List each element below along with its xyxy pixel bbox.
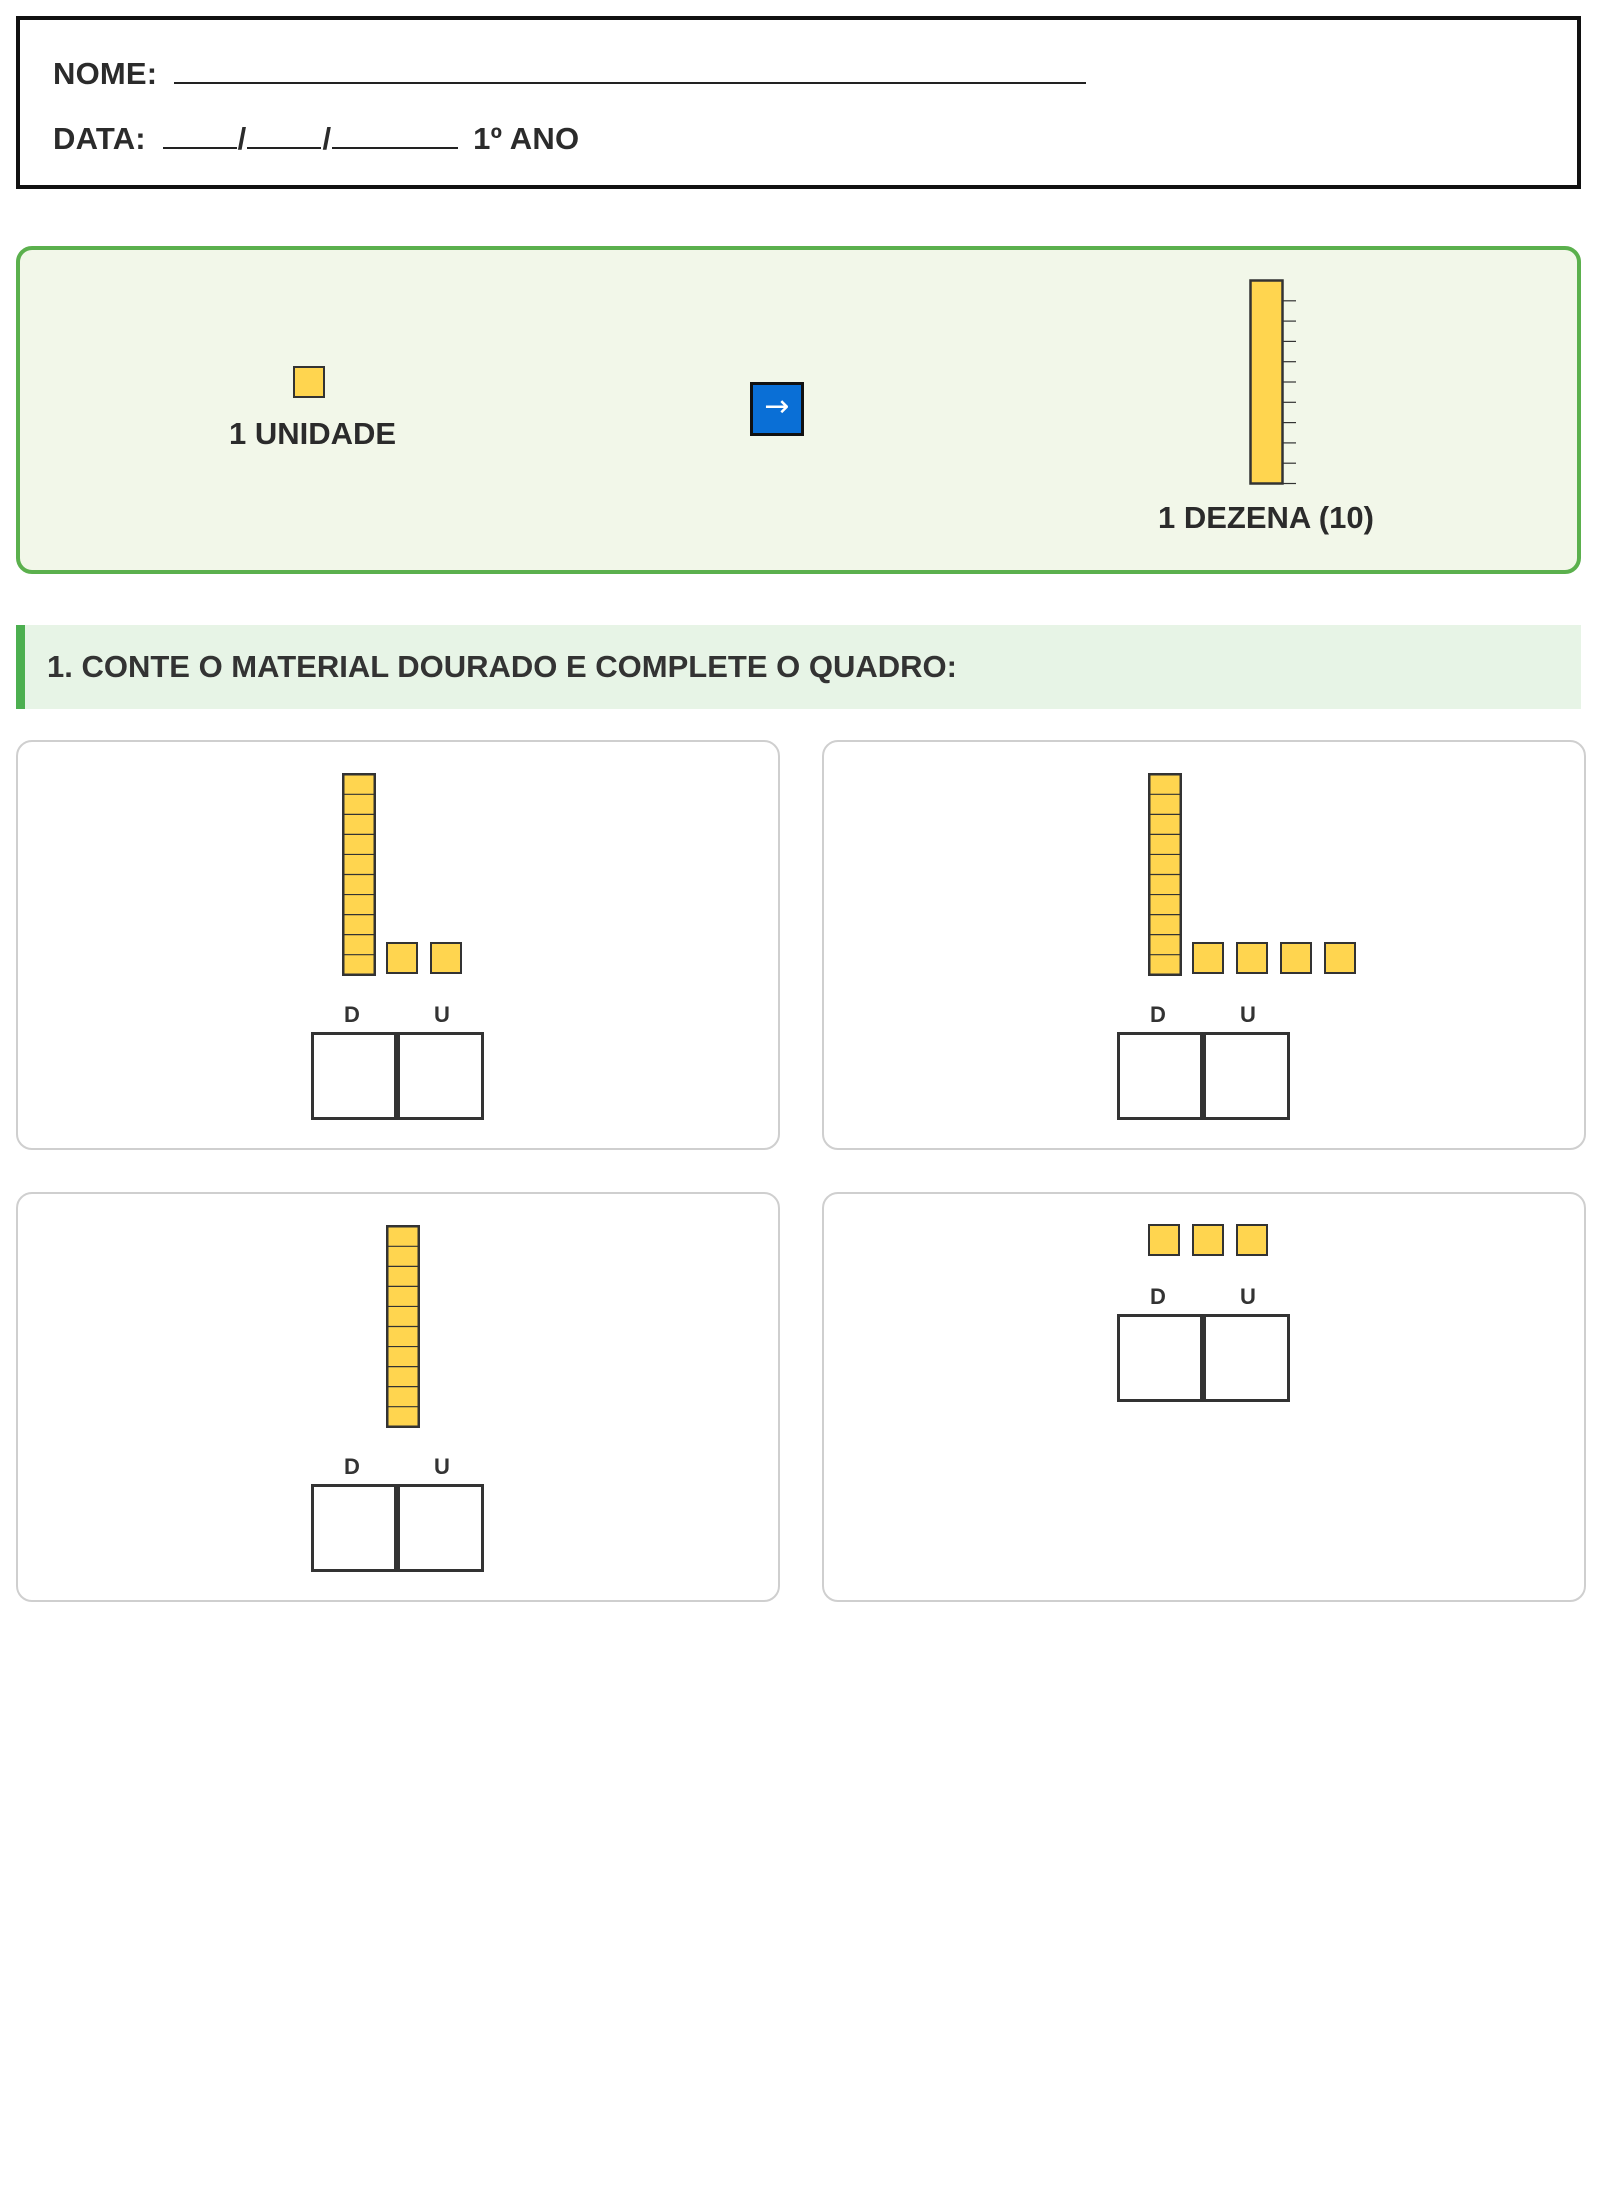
ten-rod-icon xyxy=(1249,279,1304,485)
student-info-header xyxy=(16,16,1581,189)
date-separator: / xyxy=(237,121,247,156)
exercise-title-bar xyxy=(16,625,1581,709)
unit-cube-icon xyxy=(293,366,325,398)
exercise-card-1 xyxy=(16,740,780,1150)
units-column-label: U xyxy=(1240,1002,1256,1027)
unit-cube-icon xyxy=(430,942,462,974)
answer-box[interactable] xyxy=(311,1484,484,1572)
units-column-label: U xyxy=(434,1002,450,1027)
date-month-field[interactable] xyxy=(247,119,321,149)
exercise-card-3 xyxy=(16,1192,780,1602)
grade-label: 1º ANO xyxy=(473,121,580,156)
tens-column-label: D xyxy=(1150,1002,1166,1027)
unit-cube-icon xyxy=(386,942,418,974)
unit-cube-icon xyxy=(1324,942,1356,974)
exercise-card-2 xyxy=(822,740,1586,1150)
tens-column-label: D xyxy=(344,1454,360,1479)
ten-label: 1 DEZENA (10) xyxy=(1158,500,1374,535)
unit-cube-icon xyxy=(1236,1224,1268,1256)
unit-label: 1 UNIDADE xyxy=(229,416,397,451)
ten-rod-icon xyxy=(1148,773,1182,976)
tens-column-label: D xyxy=(344,1002,360,1027)
date-label: DATA: xyxy=(53,121,146,156)
unit-cube-icon xyxy=(1236,942,1268,974)
ten-rod-icon xyxy=(342,773,376,976)
unit-cube-icon xyxy=(1192,942,1224,974)
arrow-glyph: → xyxy=(764,389,790,424)
exercise-title: 1. CONTE O MATERIAL DOURADO E COMPLETE O QUADRO: xyxy=(47,649,957,684)
date-year-field[interactable] xyxy=(332,119,458,149)
answer-box[interactable] xyxy=(1117,1314,1290,1402)
answer-box[interactable] xyxy=(311,1032,484,1120)
date-line xyxy=(53,119,579,157)
answer-box[interactable] xyxy=(1117,1032,1290,1120)
name-line xyxy=(53,54,1086,92)
unit-cube-icon xyxy=(1148,1224,1180,1256)
name-field[interactable] xyxy=(174,54,1086,84)
units-column-label: U xyxy=(434,1454,450,1479)
tens-column-label: D xyxy=(1150,1284,1166,1309)
legend-box xyxy=(16,246,1581,574)
date-separator: / xyxy=(322,121,332,156)
date-day-field[interactable] xyxy=(163,119,237,149)
unit-cube-icon xyxy=(1280,942,1312,974)
name-label: NOME: xyxy=(53,56,158,91)
exercise-card-4 xyxy=(822,1192,1586,1602)
unit-cube-icon xyxy=(1192,1224,1224,1256)
arrow-right-icon xyxy=(750,382,804,436)
units-column-label: U xyxy=(1240,1284,1256,1309)
ten-rod-icon xyxy=(386,1225,420,1428)
